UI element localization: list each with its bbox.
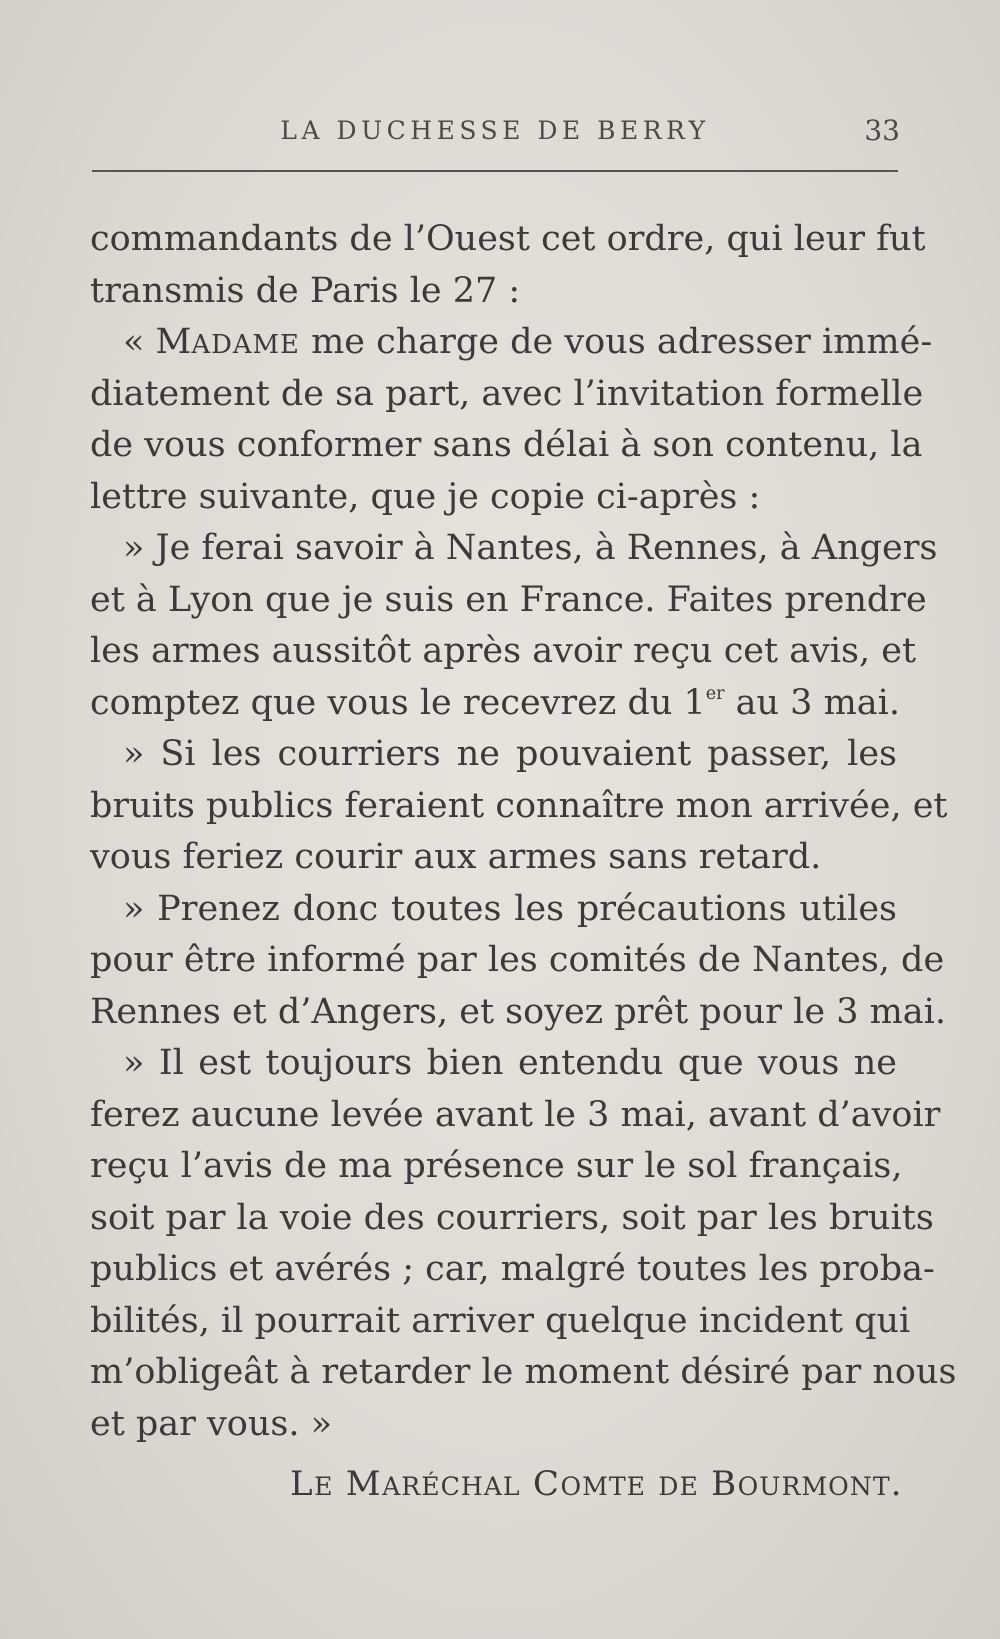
text-line: et à Lyon que je suis en France. Faites prendre [90,579,927,620]
text-line: et par vous. » [90,1403,333,1444]
signature-line [290,1464,903,1504]
running-head [90,112,900,152]
text-line [90,678,900,730]
open-quote: « [123,322,156,362]
line-text: au 3 mai. [724,682,900,723]
text-line [90,317,933,369]
sig-small-caps: OMTE [560,1472,646,1501]
body-text [90,214,957,1450]
sig-initial: C [532,1464,561,1504]
text-line: Rennes et d’Angers, et soyez prêt pour le 3 mai. [90,991,946,1032]
text-line: lettre suivante, que je copie ci-après : [90,476,761,517]
sig-punctuation: . [890,1464,903,1504]
text-line: vous feriez courir aux armes sans retard. [90,837,822,877]
sig-small-caps: ARÉCHAL [382,1472,521,1501]
madame-initial: M [155,322,192,362]
text-line: reçu l’avis de ma présence sur le sol français, [90,1146,903,1186]
text-line: » Si les courriers ne pouvaient passer, les [123,734,897,774]
line-text: comptez que vous le recevrez du 1 [90,682,706,723]
text-line: » Prenez donc toutes les précautions utiles [123,888,897,929]
text-line: bilités, il pourrait arriver quelque incident qui [90,1300,911,1341]
text-line: commandants de l’Ouest cet ordre, qui leur fut [90,219,926,259]
ordinal-superscript: er [705,683,725,704]
sig-initial: L [290,1464,315,1504]
page-number: 33 [864,114,900,147]
text-line: soit par la voie des courriers, soit par les bruits [90,1197,934,1238]
text-line: pour être informé par les comités de Nantes, de [90,940,945,980]
sig-initial: M [345,1464,383,1504]
text-line: transmis de Paris le 27 : [90,270,521,311]
sig-small-caps: DE [658,1472,699,1501]
header-rule [92,170,898,172]
text-line: diatement de sa part, avec l’invitation formelle [90,373,924,414]
sig-small-caps: OURMONT [737,1472,891,1501]
madame-small-caps: ADAME [191,330,300,360]
sig-initial: B [711,1464,738,1504]
text-line: de vous conformer sans délai à son contenu, la [90,425,923,465]
text-line: m’obligeât à retarder le moment désiré par nous [90,1352,957,1392]
text-line: bruits publics feraient connaître mon arrivée, et [90,785,948,826]
text-line: les armes aussitôt après avoir reçu cet avis, et [90,631,917,671]
line-rest: me charge de vous adresser immé- [299,322,933,362]
text-line: ferez aucune levée avant le 3 mai, avant d’avoir [90,1094,941,1135]
text-line: publics et avérés ; car, malgré toutes les proba- [90,1249,935,1289]
text-line: » Je ferai savoir à Nantes, à Rennes, à Angers [123,528,938,568]
running-title: LA DUCHESSE DE BERRY [280,116,710,145]
sig-small-caps: E [314,1472,334,1501]
text-line: » Il est toujours bien entendu que vous ne [123,1043,897,1083]
